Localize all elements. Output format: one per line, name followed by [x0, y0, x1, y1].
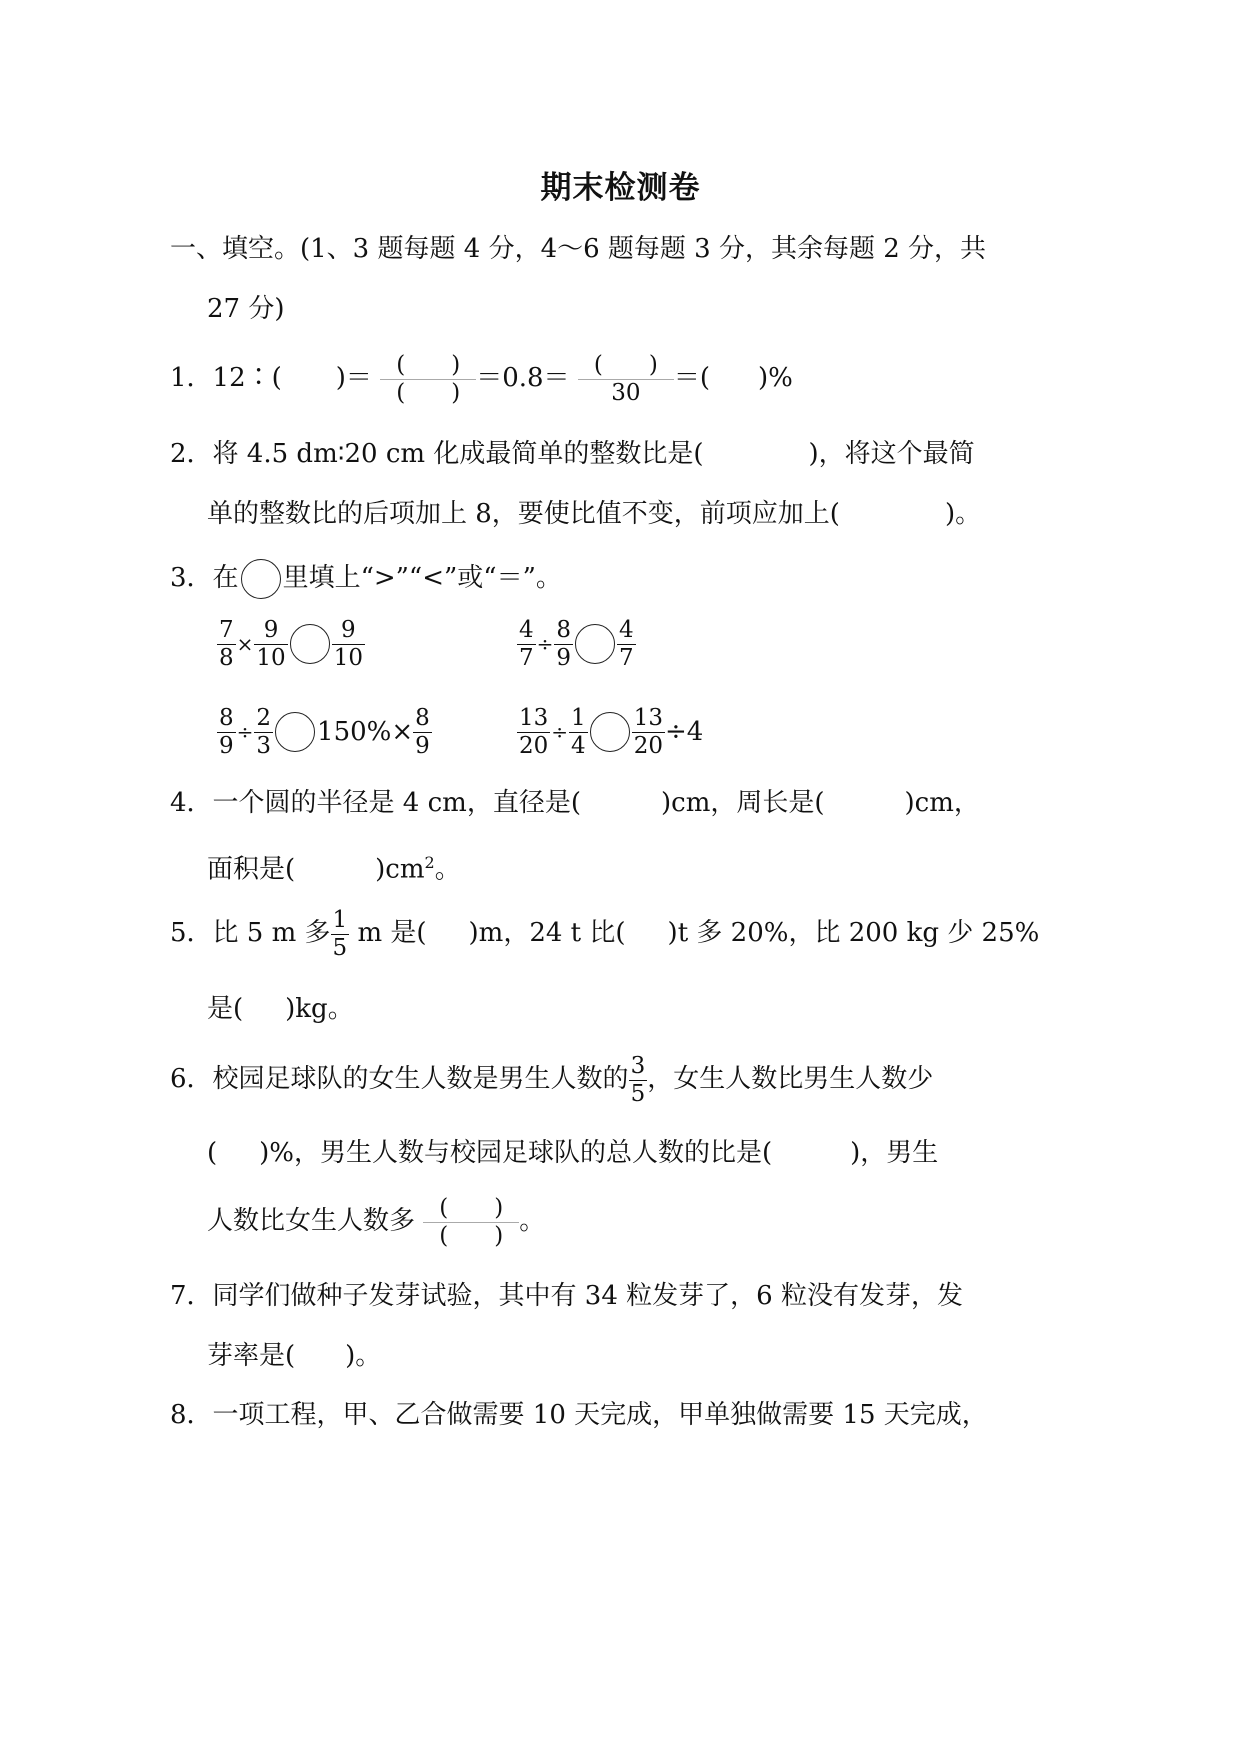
q7-number: 7． — [170, 1281, 213, 1311]
section-heading — [170, 232, 986, 266]
q6-text-7: 。 — [519, 1206, 546, 1236]
q5-number: 5． — [170, 918, 213, 948]
q4-text-1: 一个圆的半径是 4 cm，直径是( — [212, 788, 581, 818]
q3-e2-c-numerator: 4 — [619, 616, 634, 643]
q8-number: 8． — [170, 1400, 213, 1430]
q3-e3-a-numerator: 8 — [219, 704, 234, 731]
q5-fraction — [331, 907, 350, 962]
q3-e1-c-denominator: 10 — [333, 644, 363, 671]
q3-e4-a-denominator: 20 — [519, 732, 549, 759]
q6-blank-numerator: ( ) — [423, 1195, 519, 1223]
q1-text-4: ＝( — [673, 363, 710, 393]
q3-e4-b-numerator: 1 — [571, 704, 586, 731]
q6-text-2: ，女生人数比男生人数少 — [647, 1064, 934, 1094]
q3-expression-2 — [517, 612, 636, 675]
q5-text-1: 比 5 m 多 — [212, 918, 331, 948]
q4-text-5: )cm — [375, 854, 425, 885]
q5-text-2: m 是( — [357, 918, 427, 948]
q3-e1-a-denominator: 8 — [219, 644, 234, 671]
section-heading-text: 一、填空。(1、3 题每题 4 分，4～6 题每题 3 分，其余每题 2 分，共 — [170, 234, 987, 264]
q3-e2-a-numerator: 4 — [519, 616, 534, 643]
q3-e4-c-denominator: 20 — [633, 732, 663, 759]
q5-text-5: 是( — [207, 994, 244, 1024]
q1-text-3: ＝0.8＝ — [476, 363, 570, 393]
q3-e4-b-denominator: 4 — [571, 732, 586, 759]
question-2-line-2 — [207, 497, 981, 531]
q2-text-4: )。 — [944, 499, 982, 529]
q3-text-2: 里填上“>”“<”或“＝”。 — [282, 563, 562, 593]
q6-text-6: 人数比女生人数多 — [207, 1206, 416, 1236]
question-6-line-3 — [207, 1190, 545, 1252]
q2-text-3: 单的整数比的后项加上 8，要使比值不变，前项应加上( — [207, 499, 840, 529]
question-7-line-1 — [170, 1279, 963, 1313]
q1-text-2: )＝ — [335, 363, 372, 393]
q7-text-2: 芽率是( — [207, 1341, 296, 1371]
q1-fraction-1 — [380, 352, 476, 407]
q3-e2-b-numerator: 8 — [556, 616, 572, 643]
q7-text-3: )。 — [345, 1341, 382, 1371]
q4-text-4: 面积是( — [207, 854, 296, 885]
q6-fraction — [629, 1053, 648, 1108]
q3-e4-a-numerator: 13 — [519, 704, 549, 731]
question-7-line-2 — [207, 1339, 381, 1373]
q3-e1-c-numerator: 9 — [332, 617, 365, 645]
q4-text-2: )cm，周长是( — [660, 788, 825, 818]
question-5-line-2 — [207, 992, 354, 1026]
q4-superscript: 2 — [424, 853, 435, 872]
q1-f2-denominator: 30 — [611, 379, 641, 406]
q3-e1-b-numerator: 9 — [254, 617, 287, 645]
q6-number: 6． — [170, 1064, 213, 1094]
q4-text-3: )cm， — [904, 788, 980, 818]
q3-e4-operator: ÷ — [551, 720, 569, 744]
question-6-line-2 — [207, 1136, 938, 1170]
q3-e1-b-denominator: 10 — [256, 644, 286, 671]
circle-blank-sample — [241, 559, 281, 599]
q3-e2-c-denominator: 7 — [619, 644, 634, 671]
q5-text-6: )kg。 — [285, 994, 354, 1024]
page-title: 期末检测卷 — [540, 170, 701, 206]
q3-expression-4 — [517, 700, 703, 763]
q3-expression-3 — [217, 700, 432, 763]
q3-number: 3． — [170, 563, 213, 593]
q3-e2-answer-circle[interactable] — [575, 624, 615, 664]
q1-f2-numerator: ( ) — [578, 352, 674, 380]
q3-e2-operator: ÷ — [536, 632, 554, 656]
q6-text-5: )，男生 — [850, 1138, 939, 1168]
q5-text-3: )m，24 t 比( — [468, 918, 626, 948]
q2-text-2: )，将这个最简 — [808, 439, 975, 469]
q3-e3-a-denominator: 9 — [219, 732, 234, 759]
q3-e3-c-numerator: 8 — [415, 704, 430, 731]
q5-text-4: )t 多 20%，比 200 kg 少 25% — [667, 918, 1040, 948]
q1-f1-denominator: ( ) — [396, 379, 461, 406]
q5-f-numerator: 1 — [332, 906, 348, 933]
section-heading-cont — [207, 292, 285, 326]
q3-e4-answer-circle[interactable] — [590, 712, 630, 752]
q4-text-6: 。 — [434, 854, 461, 885]
q3-e1-answer-circle[interactable] — [290, 624, 330, 664]
q3-e2-b-denominator: 9 — [556, 644, 572, 671]
q6-fraction-blank — [423, 1195, 519, 1250]
q3-e3-b-numerator: 2 — [256, 704, 272, 731]
section-heading-cont-text: 27 分) — [207, 294, 285, 324]
q3-text-1: 在 — [212, 563, 239, 593]
q5-f-denominator: 5 — [332, 934, 348, 961]
question-4-line-2 — [207, 846, 461, 887]
q3-e3-b-denominator: 3 — [256, 732, 272, 759]
q6-f-denominator: 5 — [630, 1080, 646, 1107]
q3-e4-tail: ÷4 — [664, 717, 704, 747]
question-5-line-1 — [170, 900, 1039, 966]
q3-e3-c-denominator: 9 — [415, 732, 430, 759]
q3-expression-1 — [217, 612, 365, 675]
q3-e1-operator: × — [236, 632, 254, 656]
question-3 — [170, 556, 562, 600]
q3-e1-a-numerator: 7 — [219, 616, 234, 643]
q2-number: 2． — [170, 439, 213, 469]
q2-text-1: 将 4.5 dm∶20 cm 化成最简单的整数比是( — [212, 439, 704, 469]
q6-text-3: ( — [207, 1138, 218, 1168]
q8-text-1: 一项工程，甲、乙合做需要 10 天完成，甲单独做需要 15 天完成， — [212, 1400, 988, 1430]
q1-f1-numerator: ( ) — [380, 352, 476, 380]
q6-text-1: 校园足球队的女生人数是男生人数的 — [212, 1064, 629, 1094]
question-1 — [170, 348, 793, 408]
q3-e2-a-denominator: 7 — [519, 644, 534, 671]
question-6-line-1 — [170, 1046, 933, 1112]
question-8-line-1 — [170, 1398, 988, 1432]
q4-number: 4． — [170, 788, 213, 818]
q1-number: 1． — [170, 363, 213, 393]
q1-fraction-2 — [578, 352, 674, 407]
q3-e3-operator: ÷ — [236, 720, 254, 744]
q3-e3-answer-circle[interactable] — [275, 712, 315, 752]
question-2-line-1 — [170, 437, 975, 471]
q3-e3-middle-text: 150%× — [317, 717, 414, 747]
q1-text-5: )% — [757, 363, 793, 393]
q6-text-4: )%，男生人数与校园足球队的总人数的比是( — [259, 1138, 773, 1168]
q7-text-1: 同学们做种子发芽试验，其中有 34 粒发芽了，6 粒没有发芽，发 — [212, 1281, 963, 1311]
q6-f-numerator: 3 — [630, 1052, 646, 1079]
q6-blank-denominator: ( ) — [439, 1222, 504, 1249]
question-4-line-1 — [170, 786, 980, 820]
q1-text-1: 12∶( — [212, 363, 282, 393]
q3-e4-c-numerator: 13 — [633, 704, 663, 731]
